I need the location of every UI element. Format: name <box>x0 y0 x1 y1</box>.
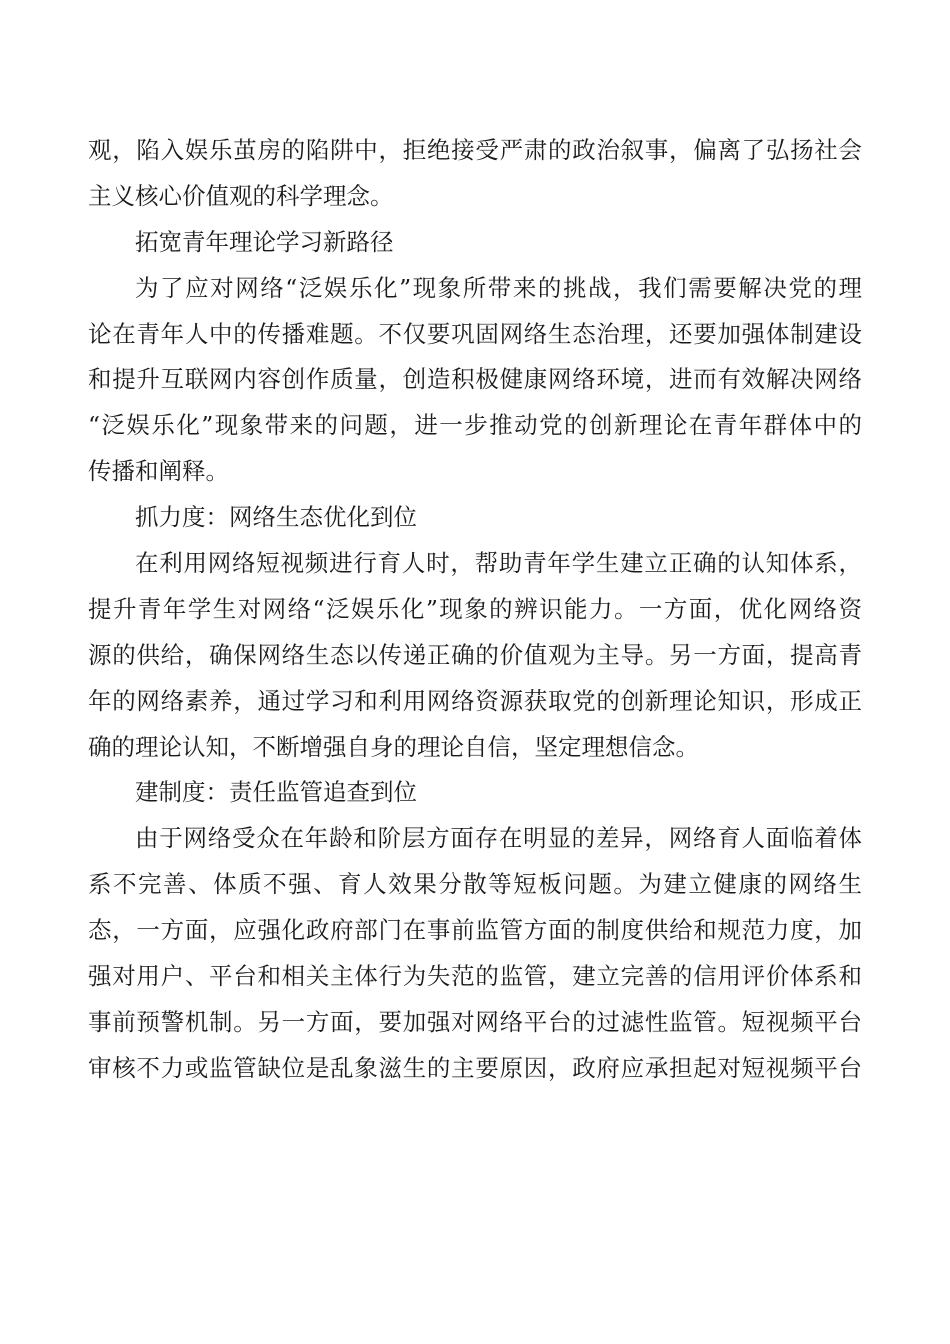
text-line: 确的理论认知，不断增强自身的理论自信，坚定理想信念。 <box>88 732 699 761</box>
text-line: 观，陷入娱乐茧房的陷阱中，拒绝接受严肃的政治叙事，偏离了弘扬社会 <box>88 136 862 164</box>
text-line: 为了应对网络“泛娱乐化”现象所带来的挑战，我们需要解决党的理 <box>135 273 862 302</box>
document-body <box>88 128 862 1092</box>
text-line: 在利用网络短视频进行育人时，帮助青年学生建立正确的认知体系， <box>135 549 862 578</box>
section-heading: 拓宽青年理论学习新路径 <box>135 227 394 256</box>
text-line: 由于网络受众在年龄和阶层方面存在明显的差异，网络育人面临着体 <box>135 824 862 853</box>
text-line: “泛娱乐化”现象带来的问题，进一步推动党的创新理论在青年群体中的 <box>88 411 862 440</box>
section-heading: 建制度：责任监管追查到位 <box>135 778 417 807</box>
text-line: 年的网络素养，通过学习和利用网络资源获取党的创新理论知识，形成正 <box>88 686 862 715</box>
text-line: 态，一方面，应强化政府部门在事前监管方面的制度供给和规范力度，加 <box>88 916 862 945</box>
text-line: 系不完善、体质不强、育人效果分散等短板问题。为建立健康的网络生 <box>88 870 862 899</box>
text-line: 和提升互联网内容创作质量，创造积极健康网络环境，进而有效解决网络 <box>88 365 862 394</box>
text-line: 强对用户、平台和相关主体行为失范的监管，建立完善的信用评价体系和 <box>88 962 862 991</box>
text-line: 提升青年学生对网络“泛娱乐化”现象的辨识能力。一方面，优化网络资 <box>88 594 862 623</box>
section-heading: 抓力度：网络生态优化到位 <box>135 503 417 532</box>
text-line: 审核不力或监管缺位是乱象滋生的主要原因，政府应承担起对短视频平台 <box>88 1053 862 1082</box>
text-line: 源的供给，确保网络生态以传递正确的价值观为主导。另一方面，提高青 <box>88 640 862 669</box>
text-line: 事前预警机制。另一方面，要加强对网络平台的过滤性监管。短视频平台 <box>88 1007 862 1036</box>
text-line: 论在青年人中的传播难题。不仅要巩固网络生态治理，还要加强体制建设 <box>88 319 862 348</box>
text-line: 主义核心价值观的科学理念。 <box>88 181 394 210</box>
text-line: 传播和阐释。 <box>88 457 229 486</box>
